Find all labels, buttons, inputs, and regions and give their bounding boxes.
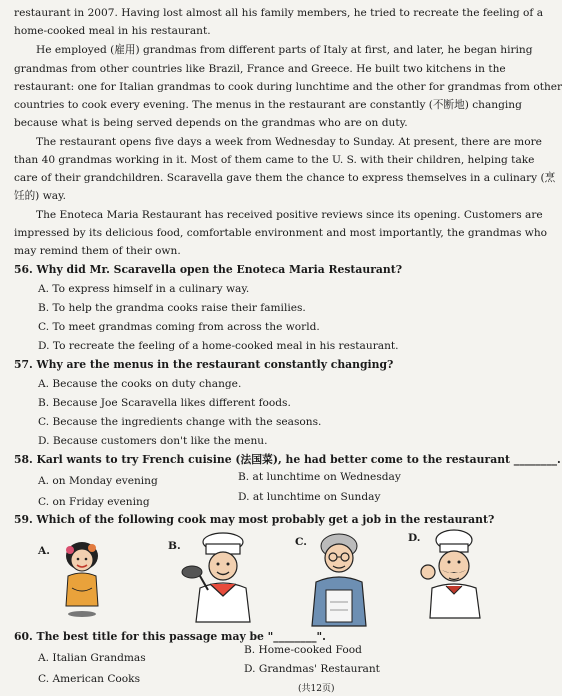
cook-illustration-a[interactable]	[52, 536, 112, 620]
passage-line: may remind them of their own.	[14, 245, 181, 257]
q56-option-b[interactable]: B. To help the grandma cooks raise their families.	[38, 302, 306, 314]
passage-line: 饪的) way.	[14, 190, 67, 202]
q59-option-b[interactable]: B.	[168, 540, 181, 552]
passage-line: home-cooked meal in his restaurant.	[14, 25, 211, 37]
q58-option-d[interactable]: D. at lunchtime on Sunday	[238, 491, 381, 503]
question-57-stem: 57. Why are the menus in the restaurant constantly changing?	[14, 358, 394, 371]
q58-option-a[interactable]: A. on Monday evening	[38, 475, 158, 487]
q57-option-c[interactable]: C. Because the ingredients change with the seasons.	[38, 416, 322, 428]
q57-option-b[interactable]: B. Because Joe Scaravella likes different foods.	[38, 397, 291, 409]
q59-option-c[interactable]: C.	[295, 536, 307, 548]
q56-option-d[interactable]: D. To recreate the feeling of a home-cooked meal in his restaurant.	[38, 340, 399, 352]
cook-illustration-c[interactable]	[306, 532, 372, 628]
q57-option-d[interactable]: D. Because customers don't like the menu.	[38, 435, 268, 447]
passage-line: The Enoteca Maria Restaurant has received positive reviews since its opening. Customers are	[36, 209, 543, 221]
q59-option-d[interactable]: D.	[408, 532, 421, 544]
passage-line: restaurant: one for Italian grandmas to cook during lunchtime and the other for grandmas from other	[14, 81, 562, 93]
question-60-stem: 60. The best title for this passage may be "________".	[14, 630, 326, 643]
passage-line: care of their grandchildren. Scaravella gave them the chance to express themselves in a culinary (烹	[14, 172, 556, 184]
q60-option-a[interactable]: A. Italian Grandmas	[38, 652, 146, 664]
question-58-stem: 58. Karl wants to try French cuisine (法国菜), he had better come to the restaurant ________.	[14, 453, 561, 466]
q56-option-a[interactable]: A. To express himself in a culinary way.	[38, 283, 250, 295]
q60-option-b[interactable]: B. Home-cooked Food	[244, 644, 362, 656]
passage-line: than 40 grandmas working in it. Most of them came to the U. S. with their children, helping take	[14, 154, 535, 166]
cook-illustration-b[interactable]	[180, 532, 266, 624]
page-footer: (共12页)	[298, 684, 335, 694]
passage-line: He employed (雇用) grandmas from different parts of Italy at first, and later, he began hiring	[36, 44, 533, 56]
q57-option-a[interactable]: A. Because the cooks on duty change.	[38, 378, 242, 390]
cook-illustration-d[interactable]	[418, 528, 488, 620]
q58-option-c[interactable]: C. on Friday evening	[38, 496, 150, 508]
passage-line: countries to cook every evening. The menus in the restaurant are constantly (不断地) changing	[14, 99, 522, 111]
q59-option-a[interactable]: A.	[38, 545, 50, 557]
q58-option-b[interactable]: B. at lunchtime on Wednesday	[238, 471, 401, 483]
passage-line: impressed by its delicious food, comfortable environment and most importantly, the grandmas who	[14, 227, 548, 239]
question-59-stem: 59. Which of the following cook may most probably get a job in the restaurant?	[14, 513, 495, 526]
passage-line: restaurant in 2007. Having lost almost all his family members, he tried to recreate the feeling of a	[14, 7, 544, 19]
question-56-stem: 56. Why did Mr. Scaravella open the Enoteca Maria Restaurant?	[14, 263, 403, 276]
passage-line: because what is being served depends on the grandmas who are on duty.	[14, 117, 408, 129]
q56-option-c[interactable]: C. To meet grandmas coming from across the world.	[38, 321, 320, 333]
passage-line: grandmas from other countries like Brazil, France and Greece. He built two kitchens in the	[14, 63, 506, 75]
passage-line: The restaurant opens five days a week from Wednesday to Sunday. At present, there are more	[36, 136, 542, 148]
q60-option-d[interactable]: D. Grandmas' Restaurant	[244, 663, 380, 675]
q60-option-c[interactable]: C. American Cooks	[38, 673, 141, 685]
